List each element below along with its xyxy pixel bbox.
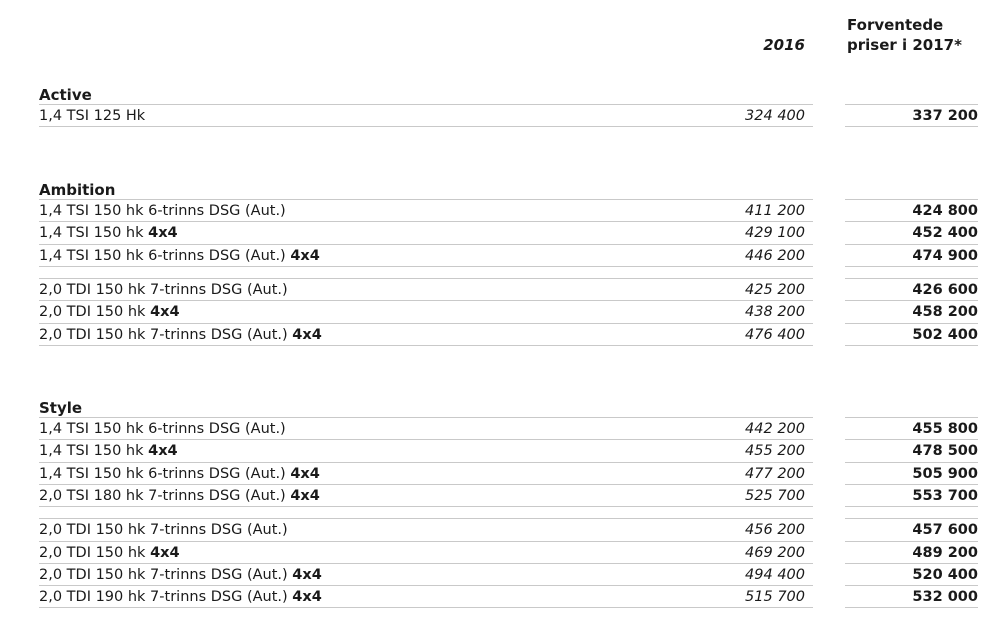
column-header-2016: 2016 [763,36,805,54]
model-text: 2,0 TDI 150 hk 7-trinns DSG (Aut.) [39,281,288,298]
row-divider [39,278,813,279]
row-divider [845,323,978,324]
row-divider [39,323,813,324]
price-2016: 411 200 [745,203,805,219]
model-text: 2,0 TDI 150 hk [39,544,151,561]
row-divider [845,462,978,463]
price-2016: 456 200 [745,522,805,539]
price-2016: 438 200 [745,304,805,321]
row-divider [845,563,978,564]
model-text: 2,0 TDI 190 hk 7-trinns DSG (Aut.) [39,589,293,606]
price-2016: 469 200 [745,544,805,561]
model-name [39,443,178,459]
model-text: 1,4 TSI 150 hk 6-trinns DSG (Aut.) [39,421,286,437]
model-name [39,282,288,298]
row-divider [39,244,813,245]
row-divider [845,199,978,200]
row-divider [845,221,978,222]
row-divider [845,506,978,507]
row-divider [845,585,978,586]
price-2017: 424 800 [912,203,978,219]
model-text: 2,0 TDI 150 hk [39,304,151,321]
model-name [39,545,180,561]
price-2017: 337 200 [912,108,978,124]
price-2016: 442 200 [745,421,805,437]
drivetrain-label: 4x4 [150,544,180,561]
price-2017: 452 400 [912,225,978,242]
row-divider [39,300,813,301]
model-name [39,488,320,504]
price-2016: 324 400 [745,108,805,124]
row-divider [845,541,978,542]
model-text: 2,0 TDI 150 hk 7-trinns DSG (Aut.) [39,522,288,539]
price-2016: 455 200 [745,443,805,460]
row-divider [39,607,813,608]
model-text: 1,4 TSI 150 hk [39,443,149,460]
drivetrain-label: 4x4 [150,304,180,321]
model-text: 1,4 TSI 125 Hk [39,108,146,124]
model-text: 1,4 TSI 150 hk [39,225,149,242]
price-2016: 515 700 [745,589,805,606]
price-2017: 553 700 [912,487,978,504]
drivetrain-label: 4x4 [292,566,322,583]
price-2017: 520 400 [912,566,978,583]
row-divider [39,126,813,127]
model-name [39,567,322,583]
drivetrain-label: 4x4 [290,465,320,482]
model-text: 1,4 TSI 150 hk 6-trinns DSG (Aut.) [39,203,286,219]
model-text: 2,0 TDI 150 hk 7-trinns DSG (Aut.) [39,566,293,583]
model-name [39,522,288,538]
price-2016: 446 200 [745,247,805,264]
row-divider [39,563,813,564]
row-divider [39,417,813,418]
section-title: Style [39,399,83,417]
row-divider [845,266,978,267]
drivetrain-label: 4x4 [290,487,320,504]
row-divider [845,244,978,245]
row-divider [39,541,813,542]
price-2017: 458 200 [912,304,978,321]
price-2017: 505 900 [912,465,978,482]
model-name [39,203,286,219]
row-divider [845,345,978,346]
row-divider [39,518,813,519]
model-name [39,304,180,320]
price-2016: 494 400 [745,566,805,583]
drivetrain-label: 4x4 [148,443,178,460]
drivetrain-label: 4x4 [292,326,322,343]
row-divider [845,518,978,519]
price-2017: 502 400 [912,326,978,343]
row-divider [39,104,813,105]
column-header-2017-line2: priser i 2017* [847,36,962,54]
model-name [39,466,320,482]
row-divider [845,439,978,440]
row-divider [39,439,813,440]
price-2017: 532 000 [912,589,978,606]
row-divider [845,104,978,105]
drivetrain-label: 4x4 [148,225,178,242]
price-2016: 525 700 [745,487,805,504]
model-text: 2,0 TDI 150 hk 7-trinns DSG (Aut.) [39,326,293,343]
row-divider [845,417,978,418]
column-header-2017-line1: Forventede [847,16,944,34]
model-text: 1,4 TSI 150 hk 6-trinns DSG (Aut.) [39,247,291,264]
model-name [39,327,322,343]
row-divider [845,607,978,608]
model-name [39,248,320,264]
price-2016: 476 400 [745,326,805,343]
price-2017: 455 800 [912,421,978,437]
price-2016: 425 200 [745,281,805,298]
drivetrain-label: 4x4 [290,247,320,264]
row-divider [845,126,978,127]
row-divider [39,199,813,200]
model-name [39,108,145,124]
row-divider [39,484,813,485]
column-header-2017 [847,15,962,55]
row-divider [39,221,813,222]
row-divider [39,506,813,507]
row-divider [845,300,978,301]
price-2017: 489 200 [912,544,978,561]
price-2017: 457 600 [912,522,978,539]
price-2016: 477 200 [745,465,805,482]
row-divider [39,266,813,267]
section-title: Ambition [39,181,116,199]
row-divider [845,484,978,485]
section-title: Active [39,86,92,104]
price-2017: 474 900 [912,247,978,264]
model-name [39,225,178,241]
price-2017: 426 600 [912,281,978,298]
model-text: 1,4 TSI 150 hk 6-trinns DSG (Aut.) [39,465,291,482]
drivetrain-label: 4x4 [292,589,322,606]
price-2017: 478 500 [912,443,978,460]
row-divider [39,462,813,463]
model-name [39,421,286,437]
row-divider [39,345,813,346]
model-text: 2,0 TSI 180 hk 7-trinns DSG (Aut.) [39,487,291,504]
price-2016: 429 100 [745,225,805,242]
row-divider [845,278,978,279]
model-name [39,589,322,605]
row-divider [39,585,813,586]
